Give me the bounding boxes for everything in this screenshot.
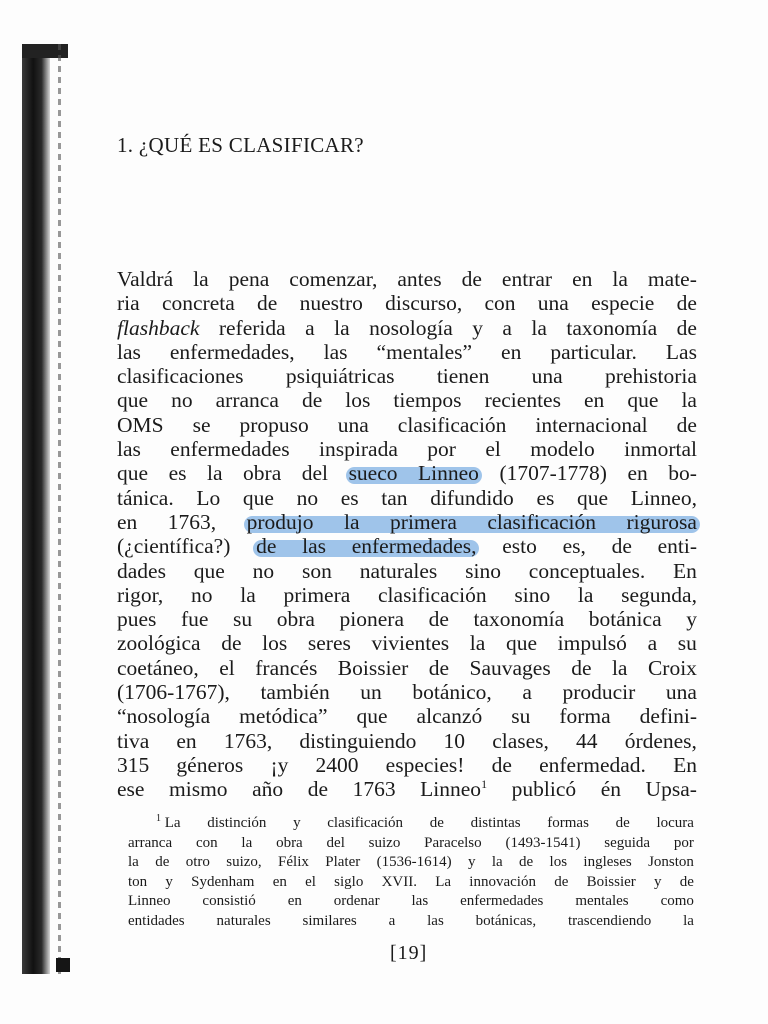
footnote-word: (1493-1541) xyxy=(505,834,581,851)
word: tánica. xyxy=(117,485,174,510)
word: modelo xyxy=(530,437,595,462)
word: taxonomía xyxy=(566,315,658,340)
footnote-word: las xyxy=(427,912,444,929)
footnote-line xyxy=(128,853,694,873)
word: pionera xyxy=(339,607,404,632)
word: OMS xyxy=(117,412,164,437)
text-line xyxy=(117,340,697,364)
word: clases, xyxy=(492,728,549,753)
word: Linneo xyxy=(418,461,479,486)
word: internacional xyxy=(535,412,648,437)
footnote-word: la xyxy=(491,854,503,870)
word: naturales xyxy=(359,558,438,583)
footnote-reference: 1 xyxy=(481,777,488,792)
footnote-word: seguida xyxy=(604,834,651,851)
word: ese xyxy=(117,777,145,802)
footnote-word: distinción xyxy=(207,815,267,831)
word: Valdrá xyxy=(117,267,174,291)
word: de xyxy=(301,388,323,413)
word: por xyxy=(427,437,456,462)
word: producir xyxy=(562,680,636,705)
footnote-word: de xyxy=(429,815,444,831)
word: referida xyxy=(218,315,286,340)
word: que xyxy=(193,558,225,583)
word: forma xyxy=(559,704,611,729)
text-line xyxy=(117,510,697,534)
footnote-word: la xyxy=(241,834,253,851)
word: entrar xyxy=(501,267,553,291)
word: conceptuales. xyxy=(528,558,646,583)
word: tan xyxy=(381,485,408,510)
footnote-word: y xyxy=(654,873,662,890)
footnote-word: formas xyxy=(547,815,589,831)
book-binding-edge xyxy=(22,44,50,974)
footnote-word: Paracelso xyxy=(424,834,482,851)
word: la xyxy=(207,461,223,486)
word: 1763, xyxy=(223,728,273,753)
word: especie xyxy=(591,291,655,316)
word: En xyxy=(673,558,697,583)
word: Linneo, xyxy=(630,485,697,510)
word: que xyxy=(505,631,537,656)
word: enfermedades, xyxy=(351,534,477,559)
word: discurso, xyxy=(385,291,463,316)
text-line xyxy=(117,729,697,753)
text-line xyxy=(117,388,697,412)
footnote-word: Jonston xyxy=(648,854,694,870)
footnote-word: las xyxy=(411,893,429,909)
word: rigor, xyxy=(117,582,164,607)
word: (¿científica?) xyxy=(117,534,231,559)
word: en xyxy=(501,339,522,364)
footnote-word: ordenar xyxy=(333,893,380,909)
word: son xyxy=(301,558,332,583)
footnote-line xyxy=(128,892,694,912)
word: de xyxy=(676,315,697,340)
word: de xyxy=(611,534,632,559)
word: su xyxy=(677,631,697,656)
word: de xyxy=(491,752,512,777)
word: “nosología xyxy=(117,704,211,729)
word: de xyxy=(257,291,278,316)
word: que xyxy=(117,388,149,413)
word: en xyxy=(176,728,197,753)
word: de xyxy=(571,655,592,680)
footnote-line xyxy=(128,912,694,932)
word: Lo xyxy=(196,485,221,510)
footnote-word: naturales xyxy=(216,912,271,929)
word: produjo xyxy=(246,509,314,534)
word: la xyxy=(531,315,547,340)
footnote-word: Félix xyxy=(278,854,309,870)
word: recientes xyxy=(484,388,561,413)
word: la xyxy=(469,631,486,656)
word: y xyxy=(472,315,483,340)
word: Upsa- xyxy=(645,777,697,802)
word: psiquiátricas xyxy=(285,364,395,389)
word: especies! xyxy=(385,752,465,777)
word: la xyxy=(612,267,628,291)
word: la xyxy=(681,388,697,413)
footnote-word: entidades xyxy=(128,912,185,929)
footnote-word: innovación xyxy=(469,873,536,890)
word: pena xyxy=(228,267,270,291)
word: enfermedad. xyxy=(539,752,646,777)
word: y xyxy=(686,607,697,632)
footnote-word: arranca xyxy=(128,834,173,851)
word: de xyxy=(221,631,242,656)
word: un xyxy=(360,680,382,705)
word: es xyxy=(340,485,359,510)
word: no xyxy=(191,582,213,607)
footnote-line xyxy=(128,834,694,854)
word: géneros xyxy=(176,752,244,777)
footnote-word: distintas xyxy=(470,815,521,831)
word: distinguiendo xyxy=(299,728,417,753)
footnote-word: Boissier xyxy=(586,873,636,890)
footnote-word: (1536-1614) xyxy=(376,854,452,870)
word: las xyxy=(117,339,141,364)
word: es, xyxy=(562,534,586,559)
word: defini- xyxy=(639,704,697,729)
word: mismo xyxy=(169,777,228,802)
footnote-word: trascendiendo xyxy=(567,912,652,929)
word: rigurosa xyxy=(626,509,697,534)
word: En xyxy=(673,752,697,777)
word: taxonomía xyxy=(473,607,565,632)
word: (1706-1767), xyxy=(117,680,230,705)
footnote-line xyxy=(128,814,694,834)
footnote-word: consistió xyxy=(202,893,256,909)
footnote-word: suizo, xyxy=(226,854,262,870)
word: enti- xyxy=(657,534,697,559)
word: én xyxy=(600,777,621,802)
word: que xyxy=(356,704,388,729)
word: los xyxy=(262,631,288,656)
word: Las xyxy=(665,339,697,364)
word: segunda, xyxy=(621,582,697,607)
word: Sauvages xyxy=(469,655,551,680)
footnote-word: La xyxy=(435,873,452,890)
italic-word: flashback xyxy=(117,315,200,340)
word: prehistoria xyxy=(605,364,697,389)
word: sueco xyxy=(348,461,398,486)
word: es xyxy=(168,461,187,486)
word: francés xyxy=(255,655,318,680)
word: a xyxy=(522,680,532,705)
footnote-word: otro xyxy=(185,854,210,870)
word: obra xyxy=(276,607,315,632)
footnote-word: de xyxy=(615,815,630,831)
word: a xyxy=(305,315,315,340)
footnote-word: Linneo xyxy=(128,893,171,909)
footnote-word: como xyxy=(660,893,694,909)
word: no xyxy=(296,485,319,510)
footnote-word xyxy=(156,814,181,834)
word: difundido xyxy=(430,485,514,510)
word: las xyxy=(302,534,327,559)
footnote-word: La xyxy=(164,815,181,831)
word: ria xyxy=(117,291,140,316)
footnote-word: suizo xyxy=(368,834,401,851)
word: de xyxy=(461,267,482,291)
word: botánico, xyxy=(412,680,492,705)
word: las xyxy=(117,437,141,462)
word: en xyxy=(572,267,593,291)
footnote-word: Plater xyxy=(325,854,361,870)
word: obra xyxy=(243,461,282,486)
word xyxy=(117,316,199,340)
footnote-word: y xyxy=(165,873,173,890)
footnote-word: el xyxy=(305,873,316,890)
word: sino xyxy=(465,558,501,583)
text-line xyxy=(117,486,697,510)
word: zoológica xyxy=(117,631,201,656)
footnotes xyxy=(128,814,694,931)
word: la xyxy=(611,655,628,680)
text-line xyxy=(117,777,697,801)
footnote-word: y xyxy=(293,815,301,831)
word: no xyxy=(171,388,193,413)
word: su xyxy=(233,607,253,632)
footnote-word: ingleses xyxy=(583,854,632,870)
footnote-word: enfermedades xyxy=(460,893,544,909)
word: tiva xyxy=(117,728,150,753)
text-line xyxy=(117,607,697,631)
scan-speck xyxy=(56,958,70,972)
word: que xyxy=(117,461,149,486)
word: nuestro xyxy=(299,291,363,316)
footnote-line xyxy=(128,873,694,893)
text-line xyxy=(117,704,697,728)
text-line xyxy=(117,680,697,704)
word: mate- xyxy=(647,267,697,291)
footnote-word: de xyxy=(155,854,170,870)
footnote-word: siglo xyxy=(334,873,364,890)
word: el xyxy=(219,655,235,680)
footnote-word: de xyxy=(679,873,694,890)
word: clasificación xyxy=(397,412,507,437)
word: en xyxy=(117,509,138,534)
word: que xyxy=(577,485,609,510)
word: clasificaciones xyxy=(117,364,244,389)
word: enfermedades xyxy=(170,437,290,462)
word: una xyxy=(531,364,563,389)
footnote-word: la xyxy=(128,854,139,870)
text-line xyxy=(117,559,697,583)
word: se xyxy=(192,412,211,437)
footnote-word: la xyxy=(683,912,694,929)
word: impulsó xyxy=(557,631,627,656)
word: que xyxy=(242,485,274,510)
text-line xyxy=(117,267,697,291)
word: año xyxy=(252,777,284,802)
word: concreta xyxy=(161,291,235,316)
word: la xyxy=(344,509,360,534)
word: enfermedades, xyxy=(169,339,295,364)
footnote-word: en xyxy=(287,893,302,909)
footnote-word: a xyxy=(388,912,396,929)
word: esto xyxy=(502,534,537,559)
word: una xyxy=(665,680,697,705)
word: una xyxy=(337,412,369,437)
word: el xyxy=(485,437,501,462)
word: de xyxy=(428,607,449,632)
page-number: [19] xyxy=(390,942,428,964)
word: 1763, xyxy=(167,509,217,534)
word: a xyxy=(647,631,658,656)
word: botánica xyxy=(588,607,662,632)
word: coetáneo, xyxy=(117,655,199,680)
text-line xyxy=(117,631,697,655)
footnote-word: obra xyxy=(276,834,303,851)
footnote-word: mentales xyxy=(575,893,629,909)
word: seres xyxy=(307,631,351,656)
footnote-word: de xyxy=(519,854,534,870)
word: que xyxy=(627,388,659,413)
word: comenzar, xyxy=(289,267,378,291)
footnote-word: ton xyxy=(128,873,148,890)
word: (1707-1778) xyxy=(499,461,607,486)
word: 1763 xyxy=(352,777,396,802)
word: no xyxy=(252,558,275,583)
word: Linneo$^1$ xyxy=(420,777,488,802)
word: Croix xyxy=(647,655,697,680)
text-line xyxy=(117,316,697,340)
word: Boissier xyxy=(337,655,409,680)
word: 2400 xyxy=(315,752,359,777)
footnote-word: con xyxy=(195,834,218,851)
word: 10 xyxy=(443,728,466,753)
text-line xyxy=(117,583,697,607)
footnote-word: Sydenham xyxy=(191,873,255,890)
word: su xyxy=(511,704,531,729)
word: las xyxy=(323,339,348,364)
word: arranca xyxy=(215,388,279,413)
word: ¡y xyxy=(270,752,289,777)
word: de xyxy=(676,291,697,316)
word: inmortal xyxy=(624,437,697,462)
word: con xyxy=(484,291,516,316)
footnote-word: en xyxy=(272,873,287,890)
word: antes xyxy=(397,267,442,291)
word: inspirada xyxy=(319,437,398,462)
text-line xyxy=(117,413,697,437)
word: de xyxy=(256,534,277,559)
word: clasificación xyxy=(487,509,597,534)
footnote-word: por xyxy=(673,834,694,851)
word: clasificación xyxy=(378,582,487,607)
word: a xyxy=(502,315,512,340)
footnote-marker: 1 xyxy=(156,813,161,824)
text-line xyxy=(117,656,697,680)
word: particular. xyxy=(550,339,637,364)
word: fue xyxy=(181,607,209,632)
footnote-word: locura xyxy=(656,815,694,831)
word: también xyxy=(260,680,330,705)
text-line xyxy=(117,437,697,461)
word: en xyxy=(627,461,648,486)
footnote-word: los xyxy=(549,854,568,870)
word: bo- xyxy=(668,461,697,486)
footnote-word: botánicas, xyxy=(475,912,537,929)
text-line xyxy=(117,461,697,485)
text-line xyxy=(117,534,697,558)
text-line xyxy=(117,753,697,777)
word: propuso xyxy=(239,412,309,437)
footnote-word: clasificación xyxy=(327,815,404,831)
word: tiempos xyxy=(393,388,462,413)
word: “mentales” xyxy=(376,339,473,364)
word: en xyxy=(584,388,605,413)
word: de xyxy=(307,777,329,802)
footnote-word: del xyxy=(326,834,345,851)
word: vivientes xyxy=(371,631,450,656)
word: es xyxy=(536,485,555,510)
footnote-word: similares xyxy=(302,912,357,929)
body-text xyxy=(117,267,697,802)
footnote-word: de xyxy=(554,873,569,890)
word: metódica” xyxy=(239,704,328,729)
text-line xyxy=(117,364,697,388)
word: una xyxy=(537,291,569,316)
word: la xyxy=(334,315,350,340)
word: alcanzó xyxy=(416,704,483,729)
word: publicó xyxy=(511,777,577,802)
footnote-word: y xyxy=(467,854,476,870)
word: de xyxy=(676,412,697,437)
chapter-title: 1. ¿QUÉ ES CLASIFICAR? xyxy=(117,133,364,157)
word: primera xyxy=(390,509,457,534)
word: tienen xyxy=(436,364,490,389)
footnote-word: XVII. xyxy=(381,873,417,890)
word: la xyxy=(240,582,256,607)
word: órdenes, xyxy=(624,728,697,753)
word: de xyxy=(428,655,450,680)
word: nosología xyxy=(369,315,453,340)
word: primera xyxy=(283,582,351,607)
word: del xyxy=(301,461,329,486)
text-line xyxy=(117,291,697,315)
word: los xyxy=(345,388,371,413)
word: sino xyxy=(514,582,551,607)
word: la xyxy=(577,582,594,607)
word: pues xyxy=(117,607,157,632)
word: la xyxy=(193,267,209,291)
word: 44 xyxy=(576,728,598,753)
word: dades xyxy=(117,558,166,583)
word: 315 xyxy=(117,752,150,777)
